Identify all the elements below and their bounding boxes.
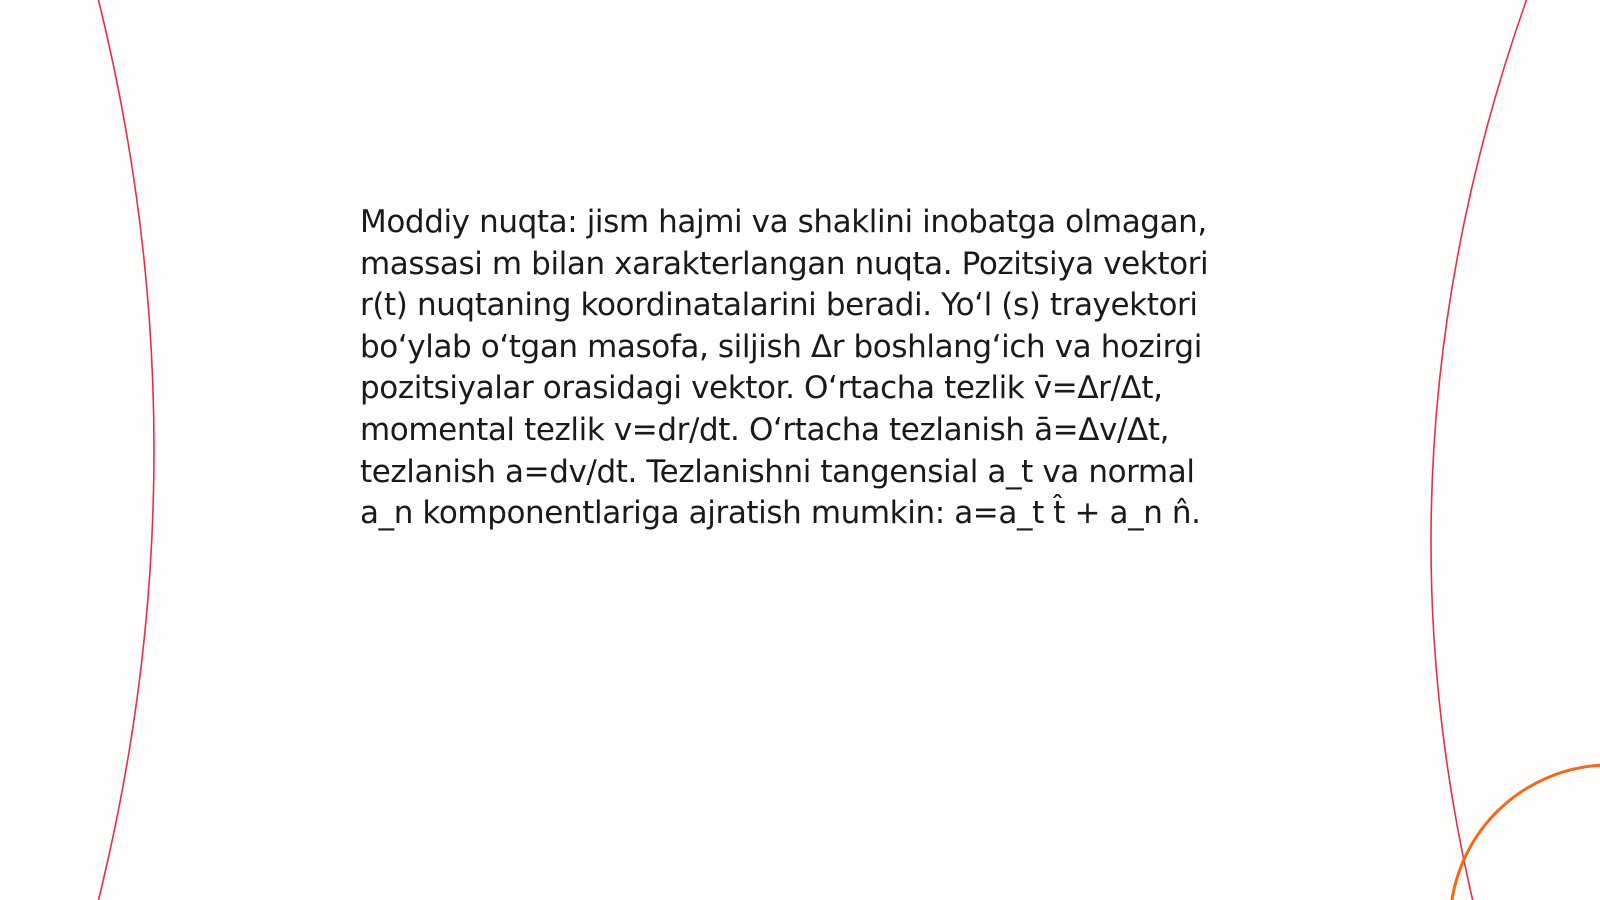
left-arc-line (96, 0, 154, 900)
body-text: Moddiy nuqta: jism hajmi va shaklini inobatga olmagan, massasi m bilan xarakterlangan nuqta. Pozitsiya vektori r(t) nuqtaning koordinatalarini beradi. Yo‘l (s) trayektori bo‘ylab o‘tgan masofa, siljish Δr boshlang‘ich va hozirgi pozitsiyalar orasidagi vektor. O‘rtacha tezlik v̄=Δr/Δt, momental tezlik v=dr/dt. O‘rtacha tezlanish ā=Δv/Δt, tezlanish a=dv/dt. Tezlanishni tangensial a_t va normal a_n komponentlariga ajratish mumkin: a=a_t t̂ + a_n n̂. (360, 204, 1209, 532)
right-arc-line (1431, 0, 1530, 900)
corner-orange-arc (1450, 765, 1600, 900)
